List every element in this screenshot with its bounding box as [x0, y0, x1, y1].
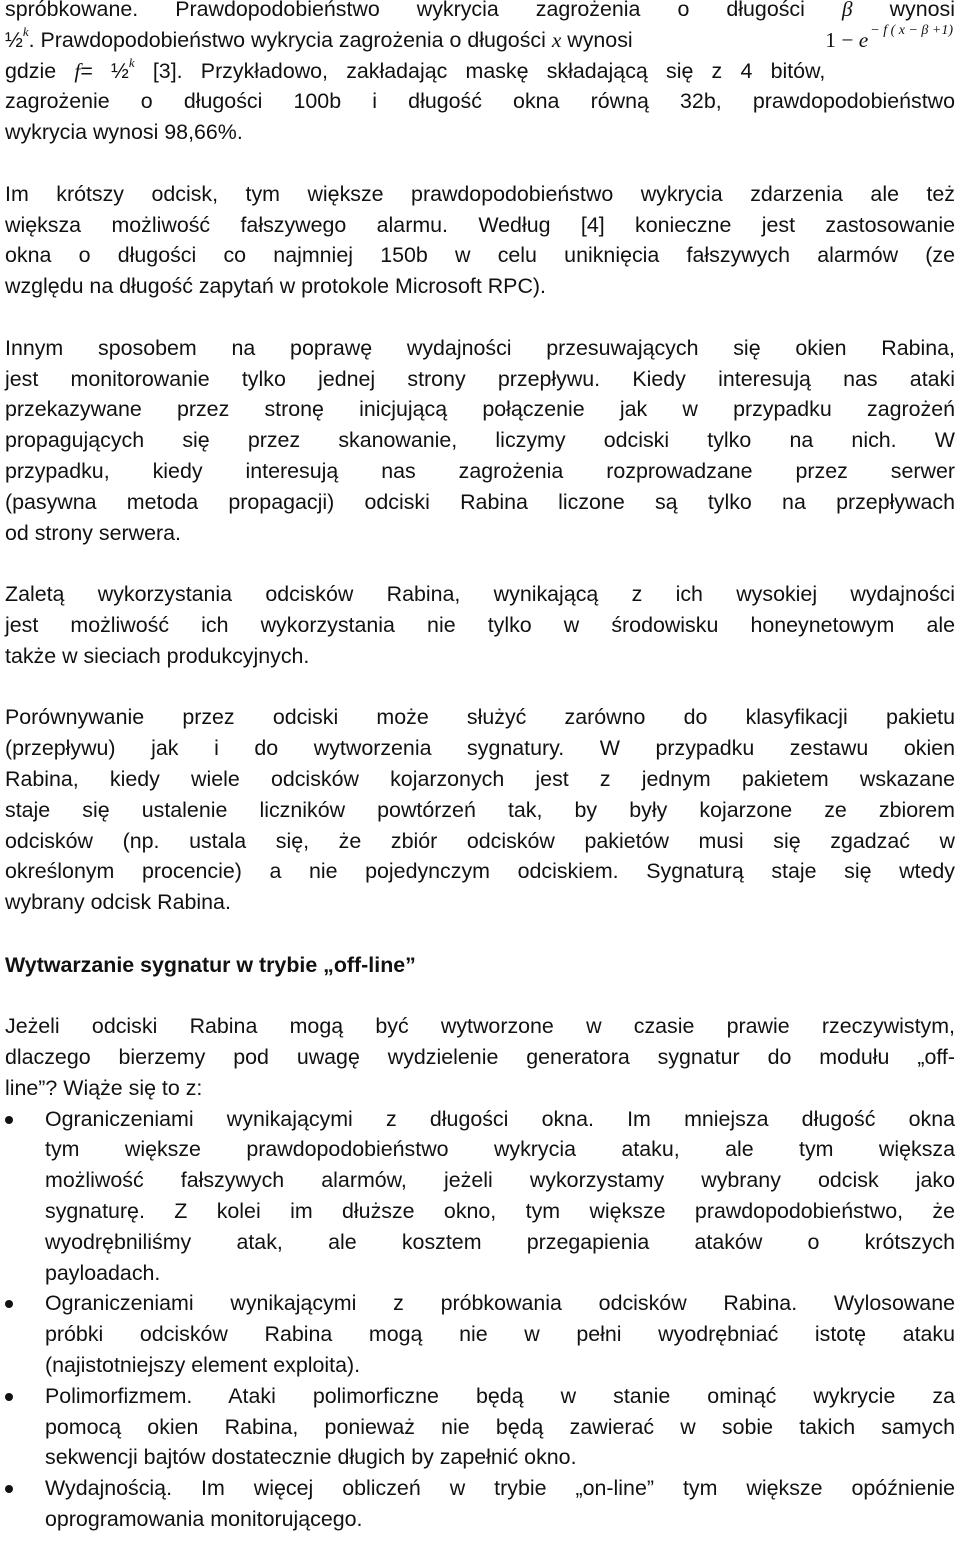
text-line: Ograniczeniami wynikającymi z próbkowania odcisków Rabina. Wylosowane [45, 1291, 955, 1316]
text-line: Innym sposobem na poprawę wydajności przesuwających się okien Rabina, [5, 335, 955, 360]
bullet-icon [5, 1116, 13, 1124]
text-line: jest monitorowanie tylko jednej strony przepływu. Kiedy interesują nas ataki [5, 366, 955, 391]
text-segment: . Prawdopodobieństwo wykrycia zagrożenia o długości [28, 27, 546, 52]
text-line: Im krótszy odcisk, tym większe prawdopodobieństwo wykrycia zdarzenia ale też [5, 181, 955, 206]
text-line: zagrożenie o długości 100b i długość okna równą 32b, prawdopodobieństwo [5, 89, 955, 114]
text-line: przypadku, kiedy interesują nas zagrożenia rozprowadzane przez serwer [5, 458, 955, 483]
formula-e: e [858, 27, 869, 52]
list-item [5, 1104, 955, 1289]
text-segment: wynosi [889, 0, 955, 21]
text-line: wybrany odcisk Rabina. [5, 890, 231, 915]
text-line: (pasywna metoda propagacji) odciski Rabina liczone są tylko na przepływach [5, 489, 955, 514]
text-line: próbki odcisków Rabina mogą nie w pełni wyodrębniać istotę ataku [45, 1322, 955, 1347]
text-line: sygnaturę. Z kolei im dłuższe okno, tym większe prawdopodobieństwo, że [45, 1199, 955, 1224]
text-line: określonym procencie) a nie pojedynczym odciskiem. Sygnaturą staje się wtedy [5, 859, 955, 884]
text-line: Ograniczeniami wynikającymi z długości okna. Im mniejsza długość okna [45, 1106, 955, 1131]
text-segment: wynosi [567, 27, 633, 52]
list-item [5, 1381, 955, 1473]
text-line-formula [5, 22, 955, 56]
text-line: wyodrębniliśmy atak, ale kosztem przegapienia ataków o krótszych [45, 1229, 955, 1254]
list-item [5, 1473, 955, 1535]
paragraph-offline-intro [5, 1011, 955, 1103]
text-line: okna o długości co najmniej 150b w celu uniknięcia fałszywych alarmów (ze [5, 243, 955, 268]
text-line: pomocą okien Rabina, ponieważ nie będą zawierać w sobie takich samych [45, 1414, 955, 1439]
text-line: od strony serwera. [5, 520, 181, 545]
text-line: Jeżeli odciski Rabina mogą być wytworzone w czasie prawie rzeczywistym, [5, 1014, 955, 1039]
text-line: Wydajnością. Im więcej obliczeń w trybie „on-line” tym większe opóźnienie [45, 1476, 955, 1501]
text-line: (najistotniejszy element exploita). [45, 1353, 361, 1378]
math-exponent-k: k [128, 54, 135, 70]
text-line: oprogramowania monitorującego. [45, 1507, 363, 1532]
text-line: payloadach. [45, 1260, 161, 1285]
text-line: tym większe prawdopodobieństwo wykrycia ataku, ale tym większa [45, 1137, 955, 1162]
text-segment: [3]. Przykładowo, zakładając maskę składającą się z 4 bitów, [152, 58, 826, 83]
text-line [5, 56, 955, 87]
text-line: propagujących się przez skanowanie, liczymy odciski tylko na nich. W [5, 428, 955, 453]
formula-one-minus: 1 − [825, 27, 854, 52]
bullet-icon [5, 1300, 13, 1308]
bullet-icon [5, 1485, 13, 1493]
text-line: line”? Wiąże się to z: [5, 1075, 203, 1100]
text-line: Porównywanie przez odciski może służyć zarówno do klasyfikacji pakietu [5, 705, 955, 730]
document-page [5, 0, 955, 1535]
paragraph-comparison [5, 702, 955, 918]
text-line: dlaczego bierzemy pod uwagę wydzielenie generatora sygnatur do modułu „off- [5, 1045, 955, 1070]
text-segment: gdzie [5, 58, 57, 83]
bullet-list [5, 1104, 955, 1535]
paragraph-probability [5, 0, 955, 148]
text-line: jest możliwość ich wykorzystania nie tylko w środowisku honeynetowym ale [5, 612, 955, 637]
text-line: także w sieciach produkcyjnych. [5, 643, 310, 668]
paragraph-odcisk-length [5, 179, 955, 302]
math-x: x [551, 27, 562, 52]
paragraph-advantages [5, 579, 955, 671]
text-line: (przepływu) jak i do wytworzenia sygnatury. W przypadku zestawu okien [5, 736, 955, 761]
text-line: staje się ustalenie liczników powtórzeń tak, by były kojarzone ze zbiorem [5, 797, 955, 822]
bullet-icon [5, 1393, 13, 1401]
list-item [5, 1288, 955, 1380]
section-heading: Wytwarzanie sygnatur w trybie „off-line” [5, 952, 416, 977]
math-exponent-k: k [22, 23, 29, 39]
text-line: większa możliwość fałszywego alarmu. Według [4] konieczne jest zastosowanie [5, 212, 955, 237]
math-f: f [74, 58, 81, 83]
formula-exponent: − f ( x − β +1) [870, 22, 953, 38]
text-line: względu na długość zapytań w protokole Microsoft RPC). [5, 274, 546, 299]
text-segment: ½ [5, 27, 23, 52]
probability-formula [825, 22, 953, 60]
text-line: Polimorfizmem. Ataki polimorficzne będą w stanie ominąć wykrycie za [45, 1383, 955, 1408]
text-line: sekwencji bajtów dostatecznie długich by zapełnić okno. [45, 1445, 577, 1470]
text-line: wykrycia wynosi 98,66%. [5, 120, 243, 145]
text-line [5, 0, 955, 25]
text-line: możliwość fałszywych alarmów, jeżeli wykorzystamy wybrany odcisk jako [45, 1168, 955, 1193]
paragraph-one-side-monitoring [5, 333, 955, 549]
text-line: Rabina, kiedy wiele odcisków kojarzonych jest z jednym pakietem wskazane [5, 766, 955, 791]
text-line: Zaletą wykorzystania odcisków Rabina, wynikającą z ich wysokiej wydajności [5, 582, 955, 607]
text-line: przekazywane przez stronę inicjującą połączenie jak w przypadku zagrożeń [5, 397, 955, 422]
math-beta: β [841, 0, 853, 21]
text-segment: = ½ [80, 58, 129, 83]
text-segment: spróbkowane. Prawdopodobieństwo wykrycia zagrożenia o długości [5, 0, 805, 21]
text-line: odcisków (np. ustala się, że zbiór odcisków pakietów musi się zgadzać w [5, 828, 955, 853]
